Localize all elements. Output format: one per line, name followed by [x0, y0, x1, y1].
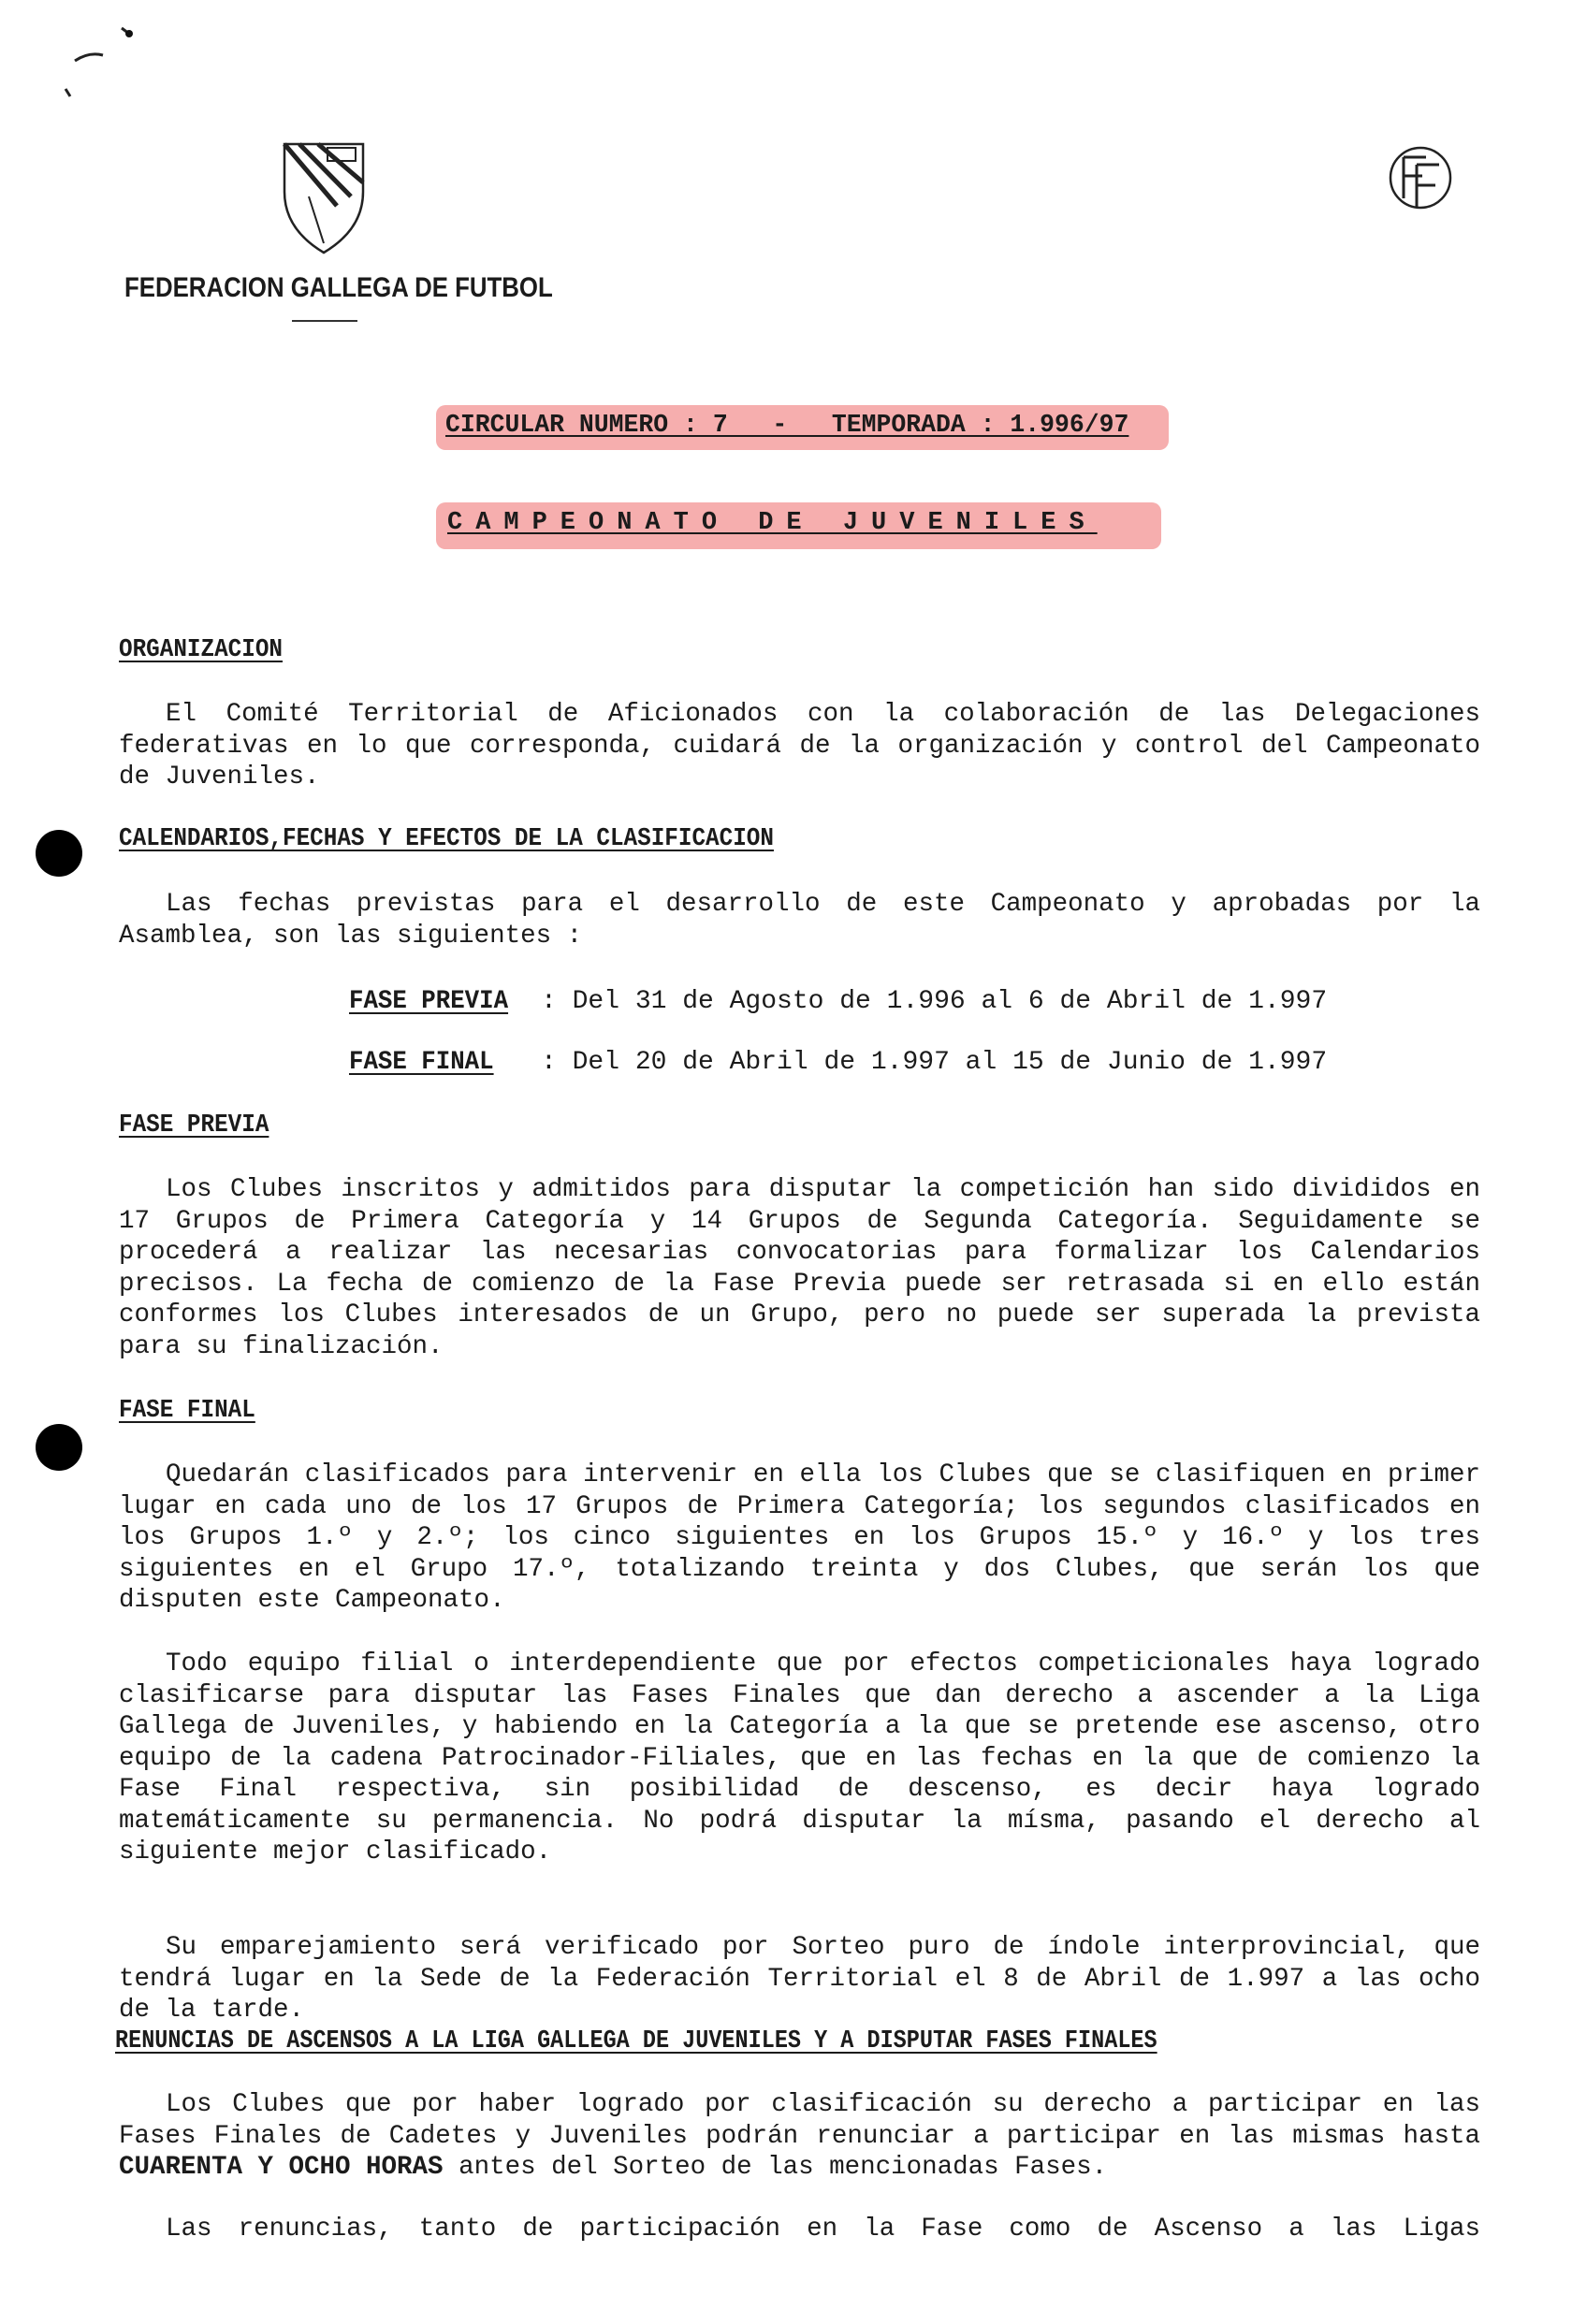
- binder-hole-top: [36, 830, 82, 877]
- heading-calendarios: CALENDARIOS,FECHAS Y EFECTOS DE LA CLASIFICACION: [119, 825, 774, 853]
- federation-shield-logo: [281, 140, 367, 257]
- paragraph-text: Los Clubes que por haber logrado por clasificación su derecho a participar en las Fases Finales de Cadetes y Juveniles podrán renunciar a participar en las mismas hasta: [119, 2090, 1480, 2151]
- paragraph-text: Todo equipo filial o interdependiente que por efectos competicionales haya logrado clasificarse para disputar las Fases Finales que dan derecho a ascender a la Liga Gallega de Juveniles, y habiendo en la Categoría a la que se pretende ese ascenso, otro equipo de la cadena Patrocinador-Filiales, que en las fechas en la que de comienzo la Fase Final respectiva, sin posibilidad de descenso, es decir haya logrado matemáticamente su permanencia. No podrá disputar la mísma, pasando el derecho al siguiente mejor clasificado.: [119, 1649, 1480, 1866]
- paragraph-fase-final-2: [119, 1649, 1480, 1868]
- heading-organizacion: ORGANIZACION: [119, 636, 283, 664]
- circular-title: CIRCULAR NUMERO : 7 - TEMPORADA : 1.996/97: [445, 412, 1129, 440]
- date-value: : Del 20 de Abril de 1.997 al 15 de Junio de 1.997: [541, 1048, 1328, 1077]
- paragraph-renuncias-2: [119, 2214, 1480, 2245]
- paragraph-text-end: antes del Sorteo de las mencionadas Fases.: [443, 2153, 1108, 2182]
- date-label: FASE PREVIA: [349, 987, 509, 1016]
- paragraph-text: El Comité Territorial de Aficionados con la colaboración de las Delegaciones federativas en lo que corresponda, cuidará de la organización y control del Campeonato de Juveniles.: [119, 700, 1480, 792]
- heading-renuncias: RENUNCIAS DE ASCENSOS A LA LIGA GALLEGA DE JUVENILES Y A DISPUTAR FASES FINALES: [115, 2027, 1157, 2055]
- campeonato-title: CAMPEONATO DE JUVENILES: [447, 509, 1098, 537]
- paragraph-text: Los Clubes inscritos y admitidos para disputar la competición han sido divididos en 17 Grupos de Primera Categoría y 14 Grupos de Segunda Categoría. Seguidamente se procederá a realizar las necesarias convocatorias para formalizar los Calendarios precisos. La fecha de comienzo de la Fase Previa puede ser retrasada si en ello están conformes los Clubes interesados de un Grupo, pero no puede ser superada la prevista para su finalización.: [119, 1175, 1480, 1361]
- paragraph-bold-text: CUARENTA Y OCHO HORAS: [119, 2153, 444, 2182]
- paragraph-renuncias-1: [119, 2089, 1480, 2184]
- paragraph-text: Las fechas previstas para el desarrollo de este Campeonato y aprobadas por la Asamblea, son las siguientes :: [119, 890, 1480, 951]
- heading-fase-previa: FASE PREVIA: [119, 1111, 269, 1140]
- binder-hole-bottom: [36, 1424, 82, 1471]
- date-row-fase-final: [349, 1048, 1327, 1077]
- paragraph-text: Su emparejamiento será verificado por Sorteo puro de índole interprovincial, que tendrá lugar en la Sede de la Federación Territorial el 8 de Abril de 1.997 a las ocho de la tarde.: [119, 1933, 1480, 2025]
- federation-underline: [292, 320, 357, 322]
- date-row-fase-previa: [349, 987, 1327, 1016]
- date-value: : Del 31 de Agosto de 1.996 al 6 de Abril de 1.997: [541, 987, 1328, 1016]
- paragraph-calendarios: [119, 889, 1480, 951]
- paragraph-text: Las renuncias, tanto de participación en la Fase como de Ascenso a las Ligas: [166, 2215, 1480, 2244]
- paragraph-fase-previa: [119, 1174, 1480, 1362]
- heading-fase-final: FASE FINAL: [119, 1397, 255, 1425]
- date-label: FASE FINAL: [349, 1048, 494, 1077]
- federation-name: FEDERACION GALLEGA DE FUTBOL: [124, 272, 553, 303]
- paragraph-organizacion: [119, 699, 1480, 793]
- paragraph-text: Quedarán clasificados para intervenir en ella los Clubes que se clasifiquen en primer lugar en cada uno de los 17 Grupos de Primera Categoría; los segundos clasificados en los Grupos 1.º y 2.º; los cinco siguientes en los Grupos 15.º y 16.º y los tres siguientes en el Grupo 17.º, totalizando treinta y dos Clubes, que serán los que disputen este Campeonato.: [119, 1460, 1480, 1615]
- ink-scribble-icon: [56, 19, 140, 122]
- paragraph-fase-final-1: [119, 1460, 1480, 1617]
- federation-emblem-logo: [1385, 140, 1456, 215]
- paragraph-fase-final-3: [119, 1932, 1480, 2026]
